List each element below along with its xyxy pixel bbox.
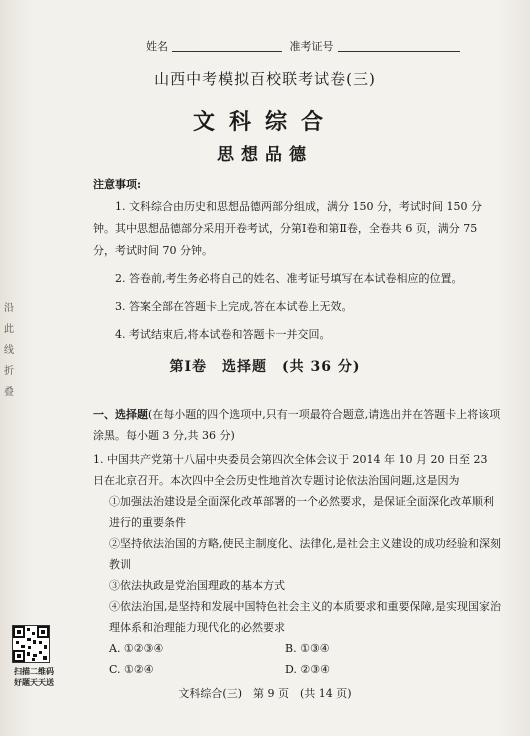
question-1-stem: 1. 中国共产党第十八届中央委员会第四次全体会议于 2014 年 10 月 20 日至 23 日在北京召开。本次四中全会历史性地首次专题讨论依法治国问题,这是因为 [93,453,488,487]
note-item-1: 1. 文科综合由历史和思想品德两部分组成，满分 150 分，考试时间 150 分钟。其中思想品德部分采用开卷考试，分第Ⅰ卷和第Ⅱ卷，全卷共 6 页，满分 75 分，考试时间 70 分钟。 [93,200,482,257]
exam-number-label: 准考证号 [289,40,334,53]
option-c[interactable]: C. ①②④ [109,663,154,676]
exam-title: 山西中考模拟百校联考试卷(三) [154,70,376,88]
option-a[interactable]: A. ①②③④ [109,642,164,655]
section-lead: 一、选择题 [93,408,148,421]
section-title: 第Ⅰ卷 选择题 (共 36 分) [169,359,361,375]
question-1-statement: ②坚持依法治国的方略,使民主制度化、法律化,是社会主义建设的成功经验和深刻教训 [109,537,501,571]
qr-caption-line-2: 好题天天送 [14,677,54,687]
question-1-statement: ④依法治国,是坚持和发展中国特色社会主义的本质要求和重要保障,是实现国家治理体系和治理能力现代化的必然要求 [109,600,501,634]
section-instructions [93,404,501,446]
section-instructions-text: (在每小题的四个选项中,只有一项最符合题意,请选出并在答题卡上将该项涂黑。每小题 3 分,共 36 分) [93,408,501,442]
note-item-2: 2. 答卷前,考生务必将自己的姓名、准考证号填写在本试卷相应的位置。 [115,272,463,285]
question-1-statement: ①加强法治建设是全面深化改革部署的一个必然要求，是保证全面深化改革顺利进行的重要条件 [109,495,494,529]
qr-code-icon[interactable] [12,625,50,663]
exam-number-blank[interactable] [338,41,460,52]
question-1-options [93,638,501,680]
fold-line-note [4,298,16,403]
fold-note-char: 叠 [4,387,14,398]
question-section [93,404,501,680]
name-label: 姓名 [146,40,168,53]
sub-subject-title: 思想品德 [217,145,313,165]
fold-note-char: 折 [4,366,14,377]
fold-note-char: 此 [4,324,14,335]
notes-heading: 注意事项: [93,178,142,191]
fold-note-char: 沿 [4,303,14,314]
fold-note-char: 线 [4,345,14,356]
qr-caption-line-1: 扫描二维码 [14,666,54,676]
name-blank[interactable] [172,41,282,52]
option-b[interactable]: B. ①③④ [285,642,330,655]
page-footer: 文科综合(三) 第 9 页 (共 14 页) [178,687,352,700]
candidate-info-line [146,38,464,54]
option-d[interactable]: D. ②③④ [285,663,331,676]
notes-list [93,196,498,346]
question-1-statement: ③依法执政是党治国理政的基本方式 [109,579,285,592]
note-item-3: 3. 答案全部在答题卡上完成,答在本试卷上无效。 [115,300,353,313]
subject-title: 文科综合 [192,109,337,135]
note-item-4: 4. 考试结束后,将本试卷和答题卡一并交回。 [115,328,331,341]
